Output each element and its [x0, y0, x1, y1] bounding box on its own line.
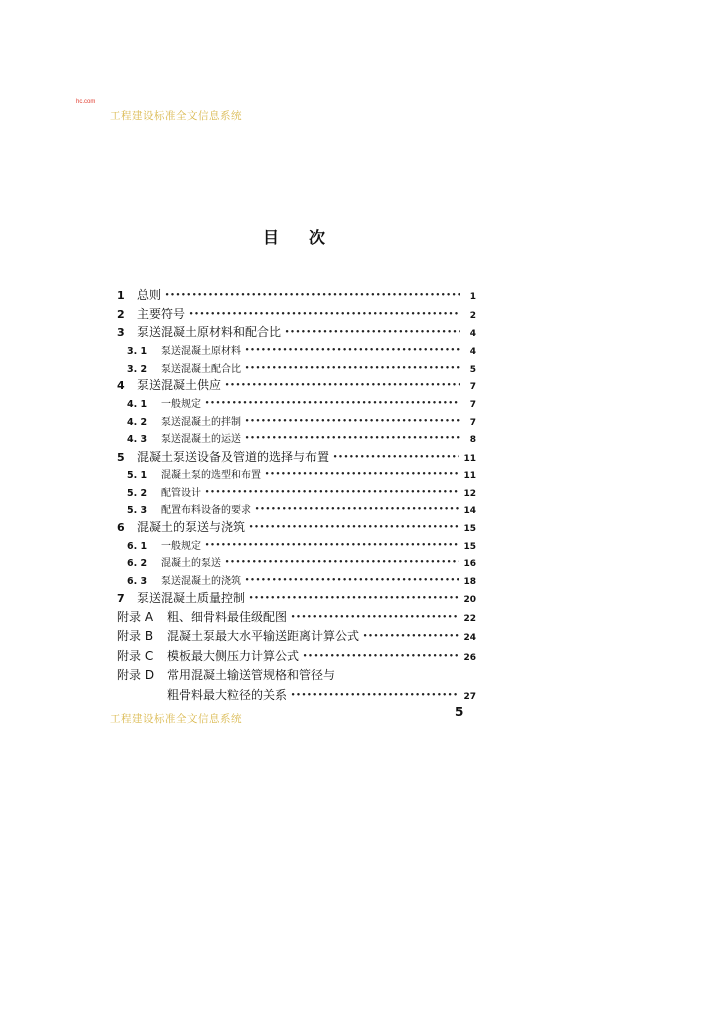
toc-number: 6 [117, 521, 125, 534]
toc-leader [265, 470, 459, 478]
toc-number: 3. 1 [127, 346, 148, 357]
toc-entry[interactable] [127, 395, 476, 410]
toc-number: 6. 2 [127, 558, 148, 569]
toc-page: 27 [463, 692, 476, 702]
toc-page: 14 [463, 506, 476, 516]
toc-page: 7 [469, 400, 476, 410]
toc-leader [225, 558, 459, 566]
toc-number: 7 [117, 592, 125, 605]
toc-label: 泵送混凝土质量控制 [137, 591, 246, 605]
toc-number: 附录 C [117, 649, 154, 663]
toc-leader [189, 310, 460, 318]
toc-entry[interactable] [117, 627, 476, 644]
toc-number: 附录 B [117, 629, 154, 643]
toc-label: 泵送混凝土原材料 [161, 346, 241, 357]
toc-leader [303, 652, 459, 660]
toc-entry[interactable] [117, 666, 476, 683]
toc-page: 11 [463, 471, 476, 481]
toc-leader [245, 576, 459, 584]
toc-page: 24 [463, 633, 476, 643]
title-char-1: 目 [263, 228, 280, 247]
toc-page: 15 [463, 524, 476, 534]
toc-label: 混凝土泵送设备及管道的选择与布置 [137, 450, 330, 464]
toc-number: 3. 2 [127, 364, 148, 375]
toc-entry[interactable] [127, 572, 476, 587]
toc-leader [245, 364, 460, 372]
toc-leader [291, 613, 459, 621]
toc-number: 4. 2 [127, 417, 148, 428]
toc-leader [245, 417, 460, 425]
toc-page: 26 [463, 653, 476, 663]
toc-label: 配管设计 [161, 488, 201, 499]
toc-leader [245, 346, 460, 354]
toc-leader [205, 399, 460, 407]
toc-number: 5. 1 [127, 470, 148, 481]
toc-label: 模板最大侧压力计算公式 [167, 649, 300, 663]
toc-label: 泵送混凝土的运送 [161, 434, 241, 445]
toc-label: 混凝土泵最大水平输送距离计算公式 [167, 629, 360, 643]
toc-number: 6. 1 [127, 541, 148, 552]
toc-entry[interactable] [127, 501, 476, 516]
toc-page: 15 [463, 542, 476, 552]
toc-leader [245, 434, 460, 442]
toc-page: 22 [463, 614, 476, 624]
toc-page: 8 [469, 435, 476, 445]
toc-leader [225, 381, 460, 389]
toc-page: 12 [463, 489, 476, 499]
toc-leader [205, 488, 459, 496]
toc-leader [205, 541, 459, 549]
toc-page: 16 [463, 559, 476, 569]
toc-leader [333, 453, 459, 461]
toc-entry[interactable] [117, 518, 476, 535]
toc-entry[interactable] [127, 360, 476, 375]
toc-number: 4 [117, 379, 125, 392]
toc-number: 2 [117, 308, 125, 321]
toc-label: 泵送混凝土供应 [137, 378, 222, 392]
toc-leader [291, 691, 459, 699]
toc-label: 粗、细骨料最佳级配图 [167, 610, 288, 624]
toc-label: 粗骨料最大粒径的关系 [167, 688, 288, 702]
toc-page: 2 [469, 311, 476, 321]
toc-entry[interactable] [117, 589, 476, 606]
toc-label: 主要符号 [137, 307, 186, 321]
toc-leader [255, 505, 459, 513]
toc-label: 混凝土泵的选型和布置 [161, 470, 261, 481]
toc-number: 1 [117, 289, 125, 302]
toc-entry[interactable] [117, 305, 476, 322]
toc-label: 泵送混凝土的拌制 [161, 417, 241, 428]
title-char-2: 次 [309, 228, 326, 247]
toc-number: 4. 3 [127, 434, 148, 445]
toc-number: 6. 3 [127, 576, 148, 587]
watermark-url: hc.com [76, 99, 96, 105]
toc-page: 18 [463, 577, 476, 587]
toc-number: 附录 D [117, 668, 155, 682]
toc-page: 4 [469, 347, 476, 357]
toc-entry[interactable] [127, 466, 476, 481]
toc-page: 20 [463, 595, 476, 605]
toc-entry[interactable] [117, 323, 476, 340]
toc-number: 5. 2 [127, 488, 148, 499]
toc-label: 混凝土的泵送 [161, 558, 221, 569]
toc-number: 5 [117, 451, 125, 464]
toc-number: 3 [117, 326, 125, 339]
toc-leader [249, 594, 459, 602]
page-number: 5 [455, 705, 464, 719]
toc-label: 总则 [137, 288, 162, 302]
toc-entry[interactable] [127, 537, 476, 552]
toc-entry[interactable] [117, 286, 476, 303]
toc-label: 泵送混凝土的浇筑 [161, 576, 241, 587]
toc-entry[interactable] [127, 554, 476, 569]
toc-page: 7 [469, 382, 476, 392]
toc-leader [363, 632, 459, 640]
toc-leader [165, 291, 460, 299]
toc-leader [285, 328, 460, 336]
toc-page: 7 [469, 418, 476, 428]
toc-entry[interactable] [117, 448, 476, 465]
toc-number: 4. 1 [127, 399, 148, 410]
toc-label: 泵送混凝土配合比 [161, 364, 241, 375]
toc-entry[interactable] [127, 430, 476, 445]
toc-label: 常用混凝土输送管规格和管径与 [167, 668, 336, 682]
watermark-bottom: 工程建设标准全文信息系统 [110, 713, 242, 725]
toc-entry-continuation[interactable] [167, 686, 476, 703]
toc-leader [249, 523, 459, 531]
toc-page: 4 [469, 329, 476, 339]
toc-entry[interactable] [127, 484, 476, 499]
toc-entry[interactable] [127, 413, 476, 428]
toc-number: 附录 A [117, 610, 154, 624]
toc-label: 泵送混凝土原材料和配合比 [137, 325, 282, 339]
toc-label: 配置布料设备的要求 [161, 505, 251, 516]
toc-number: 5. 3 [127, 505, 148, 516]
toc-entry[interactable] [117, 647, 476, 664]
toc-label: 一般规定 [161, 399, 201, 410]
toc-entry[interactable] [117, 608, 476, 625]
toc-page: 11 [463, 454, 476, 464]
toc-page: 1 [469, 292, 476, 302]
toc-entry[interactable] [127, 342, 476, 357]
watermark-top: 工程建设标准全文信息系统 [110, 110, 242, 122]
toc-page: 5 [469, 365, 476, 375]
toc-label: 一般规定 [161, 541, 201, 552]
toc-label: 混凝土的泵送与浇筑 [137, 520, 246, 534]
toc-entry[interactable] [117, 376, 476, 393]
